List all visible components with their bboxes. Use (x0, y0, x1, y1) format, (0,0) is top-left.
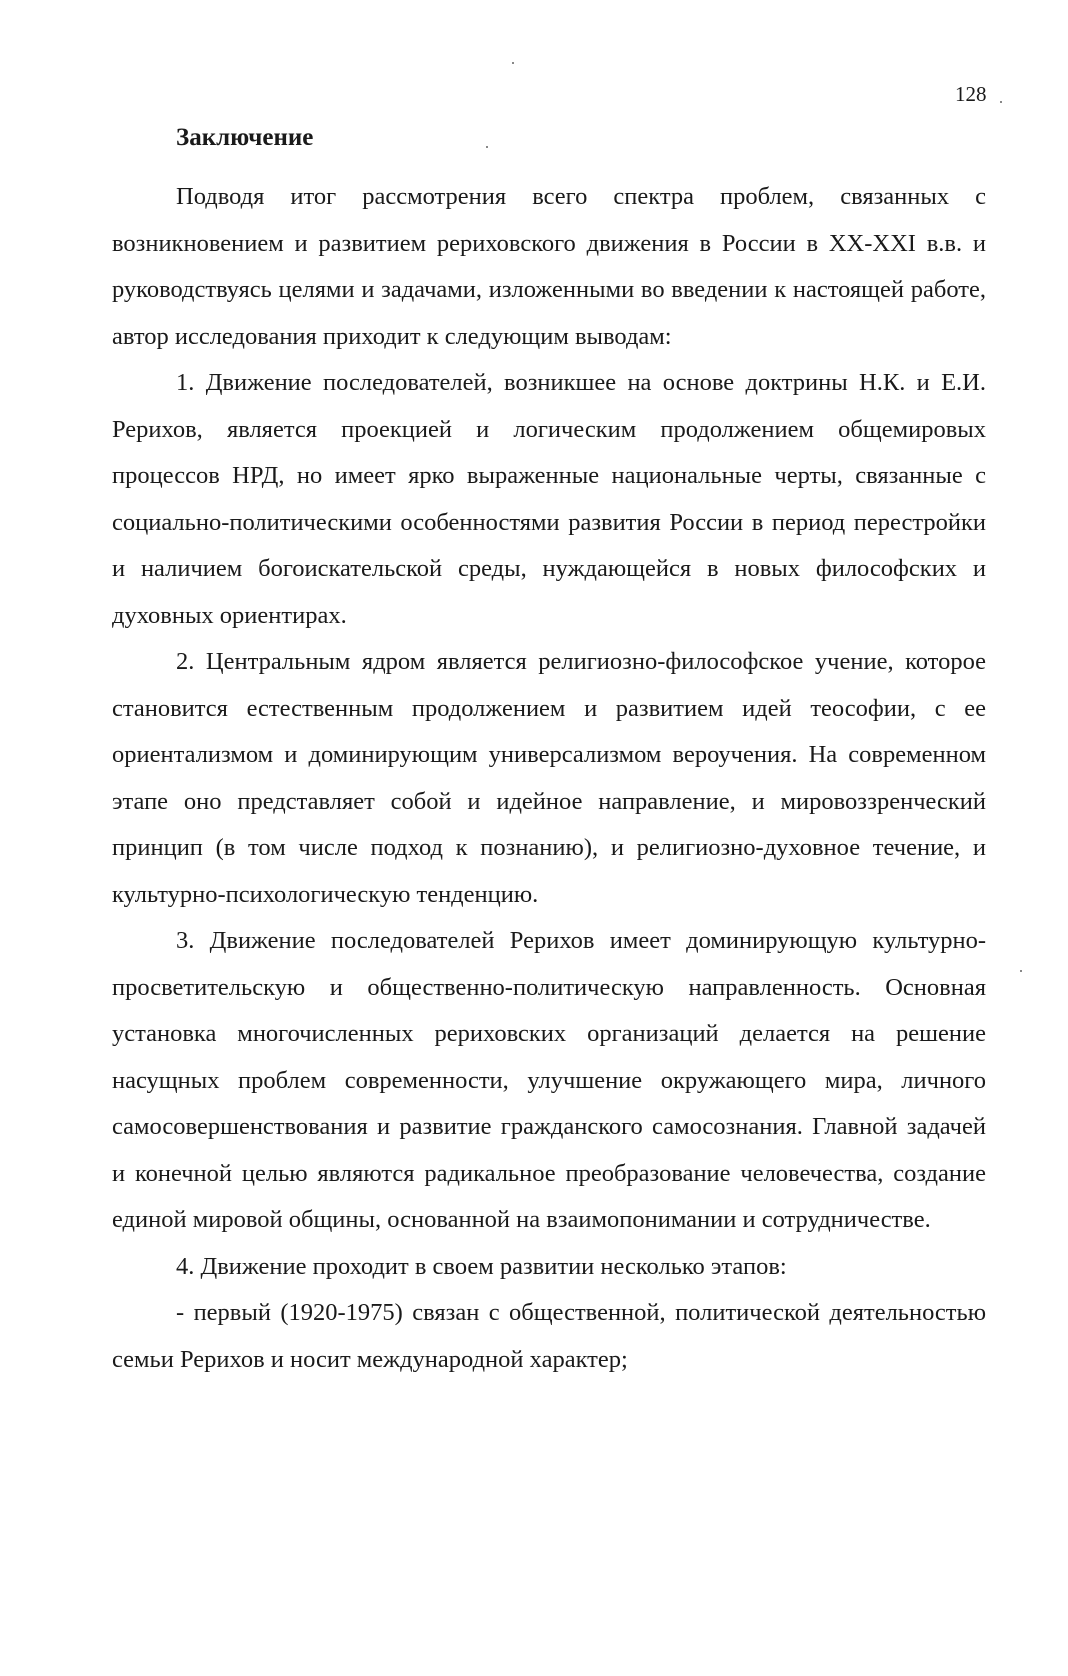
scan-speck (1020, 970, 1022, 972)
paragraph-stage-1: - первый (1920-1975) связан с общественной, политической деятельностью семьи Рерихов и носит международной характер; (112, 1299, 986, 1373)
paragraph-conclusion-4: 4. Движение проходит в своем развитии несколько этапов: (176, 1252, 787, 1280)
section-heading: Заключение (176, 124, 314, 151)
paragraph-intro: Подводя итог рассмотрения всего спектра проблем, связанных с возникновением и развитием рериховского движения в России в XX-XXI в.в. и руководствуясь целями и задачами, изложенными во введении к настоящей работе, автор исследования приходит к следующим выводам: (112, 183, 986, 350)
paragraph-conclusion-1: 1. Движение последователей, возникшее на основе доктрины Н.К. и Е.И. Рерихов, является проекцией и логическим продолжением общемировых процессов НРД, но имеет ярко выраженные национальные черты, связанные с социально-политическими особенностями развития России в период перестройки и наличием богоискательской среды, нуждающейся в новых философских и духовных ориентирах. (112, 369, 986, 629)
scan-speck (1000, 101, 1002, 103)
page-number: 128 (955, 82, 987, 106)
scan-speck (512, 62, 514, 64)
paragraph-conclusion-3: 3. Движение последователей Рерихов имеет доминирующую культурно-просветительскую и общественно-политическую направленность. Основная установка многочисленных рериховских организаций делается на решение насущных проблем современности, улучшение окружающего мира, личного самосовершенствования и развитие гражданского самосознания. Главной задачей и конечной целью являются радикальное преобразование человечества, создание единой мировой общины, основанной на взаимопонимании и сотрудничестве. (112, 927, 986, 1233)
body-text (112, 174, 986, 1383)
paragraph-conclusion-2: 2. Центральным ядром является религиозно-философское учение, которое становится естественным продолжением и развитием идей теософии, с ее ориентализмом и доминирующим универсализмом вероучения. На современном этапе оно представляет собой и идейное направление, и мировоззренческий принцип (в том числе подход к познанию), и религиозно-духовное течение, и культурно-психологическую тенденцию. (112, 648, 986, 908)
scan-speck (486, 146, 488, 148)
